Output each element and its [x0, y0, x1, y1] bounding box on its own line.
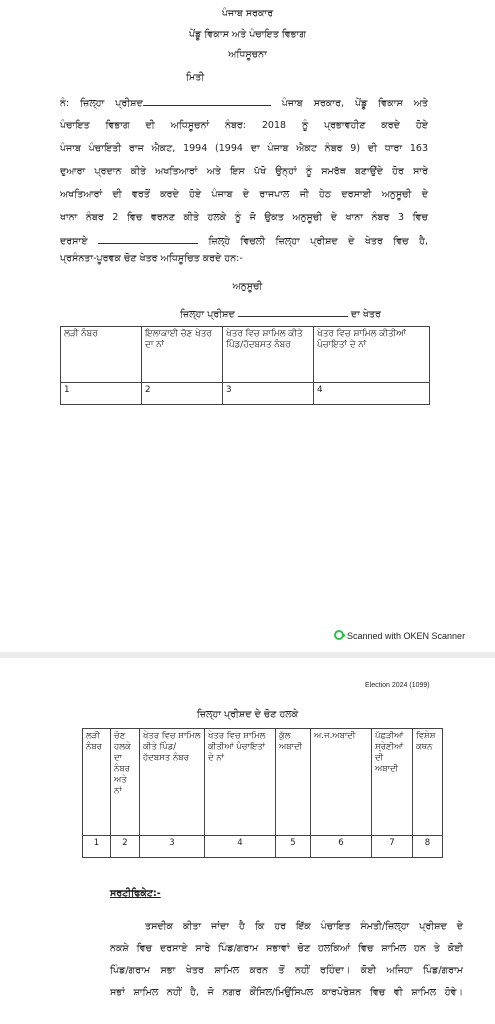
col-header: ਖੇਤਰ ਵਿਚ ਸ਼ਾਮਿਲ ਕੀਤੀਆਂ ਪੰਚਾਇਤਾਂ ਦੇ ਨਾਂ — [314, 327, 430, 383]
zp-blank — [238, 307, 348, 317]
para-text: ਦਰਸਾਏ — [60, 236, 88, 247]
col-header: ਪੱਛੜੀਆਂ ਸ਼੍ਰੇਣੀਆਂ ਦੀ ਅਬਾਦੀ — [372, 729, 413, 836]
scanner-logo-icon — [334, 630, 344, 640]
cert-line-4: ਸਭਾਂ ਸ਼ਾਮਿਲ ਨਹੀਂ ਹੈ, ਜੋ ਨਗਰ ਕੌਂਸਿਲ/ਮਿਉਂਸਿਪਲ ਕਾਰਪੋਰੇਸ਼ਨ ਵਿਚ ਵੀ ਸ਼ਾਮਿਲ ਹੋਵੇ। — [110, 987, 463, 998]
col-header: ਅ.ਜ.ਅਬਾਦੀ — [311, 729, 372, 836]
para-line-7 — [60, 234, 428, 248]
col-number: 2 — [142, 383, 223, 405]
date-label: ਮਿਤੀ — [186, 72, 205, 83]
schedule-title: ਅਨੁਸੂਚੀ — [232, 281, 263, 292]
col-header: ਵਿਸ਼ੇਸ਼ ਕਥਨ — [413, 729, 443, 836]
col-number: 1 — [83, 836, 111, 858]
schedule-table — [60, 326, 430, 405]
scanner-text: Scanned with OKEN Scanner — [347, 631, 466, 641]
scanner-watermark — [334, 630, 465, 641]
col-number: 4 — [314, 383, 430, 405]
col-header: ਇਲਾਕਾਈ ਚੋਣ ਖੇਤਰ ਦਾ ਨਾਂ — [142, 327, 223, 383]
para-line-6: ਖਾਨਾ ਨੰਬਰ 2 ਵਿਚ ਵਰਨਣ ਕੀਤੇ ਹਲਕੇ ਨੂੰ ਜੋ ਉਕਤ ਅਨੁਸੂਚੀ ਦੇ ਖਾਨਾ ਨੰਬਰ 3 ਵਿਚ — [60, 212, 428, 223]
cert-line-1: ਤਸਦੀਕ ਕੀਤਾ ਜਾਂਦਾ ਹੈ ਕਿ ਹਰ ਇੱਕ ਪੰਚਾਇਤ ਸੰਮਤੀ/ਜ਼ਿਲ੍ਹਾ ਪ੍ਰੀਸ਼ਦ ਦੇ — [145, 921, 463, 932]
col-header: ਲੜੀ ਨੰਬਰ — [83, 729, 111, 836]
para-line-8: ਪ੍ਰਸੰਨਤਾ-ਪੂਰਵਕ ਚੋਣ ਖੇਤਰ ਅਧਿਸੂਚਿਤ ਕਰਦੇ ਹਨ:- — [60, 253, 243, 264]
zp-label-suffix: ਦਾ ਖੇਤਰ — [350, 309, 381, 320]
col-header: ਖੇਤਰ ਵਿਚ ਸ਼ਾਮਿਲ ਕੀਤੀਆਂ ਪੰਚਾਇਤਾਂ ਦੇ ਨਾਂ — [205, 729, 276, 836]
cert-line-3: ਪਿੰਡ/ਗਰਾਮ ਸਭਾ ਖੇਤਰ ਸ਼ਾਮਿਲ ਕਰਨ ਤੋਂ ਨਹੀਂ ਰਹਿੰਦਾ। ਕੋਈ ਅਜਿਹਾ ਪਿੰਡ/ਗਰਾਮ — [110, 965, 463, 976]
col-number: 6 — [311, 836, 372, 858]
table-row — [83, 836, 443, 858]
certificate-title: ਸਰਟੀਫਿਕੇਟ:- — [110, 888, 161, 899]
col-number: 5 — [276, 836, 311, 858]
col-number: 2 — [111, 836, 140, 858]
para-text: ਪੰਜਾਬ ਸਰਕਾਰ, ਪੇਂਡੂ ਵਿਕਾਸ ਅਤੇ — [281, 98, 428, 109]
para-text: ਜ਼ਿਲ੍ਹੇ ਵਿਚਲੀ ਜ਼ਿਲ੍ਹਾ ਪ੍ਰੀਸ਼ਦ ਦੇ ਖੇਤਰ ਵਿਚ ਹੈ, — [208, 236, 428, 247]
col-number: 1 — [61, 383, 142, 405]
para-text: 2018 ਨੂੰ ਪ੍ਰਭਾਵਹੀਣ ਕਰਦੇ ਹੋਏ — [261, 120, 428, 131]
col-number: 3 — [223, 383, 314, 405]
govt-heading: ਪੰਜਾਬ ਸਰਕਾਰ — [221, 8, 274, 19]
notification-heading: ਅਧਿਸੂਚਨਾ — [228, 49, 267, 60]
col-header: ਲੜੀ ਨੰਬਰ — [61, 327, 142, 383]
district-blank — [98, 234, 198, 244]
para-text: ਪੰਚਾਇਤ ਵਿਭਾਗ ਦੀ ਅਧਿਸੂਚਨਾਂ ਨੰਬਰ: — [60, 120, 246, 131]
ref-no-blank — [143, 96, 271, 106]
scanned-page-2 — [0, 658, 495, 1024]
col-number: 3 — [140, 836, 205, 858]
dept-heading: ਪੇਂਡੂ ਵਿਕਾਸ ਅਤੇ ਪੰਚਾਇਤ ਵਿਭਾਗ — [189, 29, 306, 40]
election-tag: Election 2024 (1099) — [365, 682, 430, 689]
table-row — [61, 383, 430, 405]
zp-area-line — [180, 307, 381, 321]
cert-line-2: ਨਕਸ਼ੇ ਵਿਚ ਦਰਸਾਏ ਸਾਰੇ ਪਿੰਡ/ਗਰਾਮ ਸਭਾਵਾਂ ਚੋਣ ਹਲਕਿਆਂ ਵਿਚ ਸ਼ਾਮਿਲ ਹਨ ਤੇ ਕੋਈ — [110, 943, 463, 954]
col-number: 8 — [413, 836, 443, 858]
col-header: ਕੁੱਲ ਅਬਾਦੀ — [276, 729, 311, 836]
col-number: 7 — [372, 836, 413, 858]
col-header: ਖੇਤਰ ਵਿਚ ਸ਼ਾਮਿਲ ਕੀਤੇ ਪਿੰਡ/ਹੱਦਬਸਤ ਨੰਬਰ — [223, 327, 314, 383]
para-line-5: ਅਖਤਿਆਰਾਂ ਦੀ ਵਰਤੋਂ ਕਰਦੇ ਹੋਏ ਪੰਜਾਬ ਦੇ ਰਾਜਪਾਲ ਜੀ ਹੇਠ ਦਰਸਾਈ ਅਨੁਸੂਚੀ ਦੇ — [60, 189, 428, 200]
para-line-2 — [60, 119, 428, 132]
constituency-title: ਜ਼ਿਲ੍ਹਾ ਪ੍ਰੀਸ਼ਦ ਦੇ ਚੋਣ ਹਲਕੇ — [196, 709, 299, 720]
col-number: 4 — [205, 836, 276, 858]
zp-label: ਜ਼ਿਲ੍ਹਾ ਪ੍ਰੀਸ਼ਦ — [180, 309, 235, 320]
para-line-3: ਪੰਜਾਬ ਪੰਚਾਇਤੀ ਰਾਜ ਐਕਟ, 1994 (1994 ਦਾ ਪੰਜਾਬ ਐਕਟ ਨੰਬਰ 9) ਦੀ ਧਾਰਾ 163 — [60, 143, 428, 154]
ref-no-label: ਨੰ: ਜ਼ਿਲ੍ਹਾ ਪ੍ਰੀਸ਼ਦ — [60, 98, 143, 109]
table-header-row — [83, 729, 443, 836]
para-line-1 — [60, 96, 428, 110]
para-line-4: ਦੁਆਰਾ ਪ੍ਰਦਾਨ ਕੀਤੇ ਅਖਤਿਆਰਾਂ ਅਤੇ ਇਸ ਪੱਖੋ ਉਨ੍ਹਾਂ ਨੂੰ ਸਮਰੱਥ ਬਣਾਉਂਦੇ ਹੋਰ ਸਾਰੇ — [60, 166, 428, 177]
col-header: ਖੇਤਰ ਵਿਚ ਸ਼ਾਮਿਲ ਕੀਤੇ ਪਿੰਡ/ਹੱਦਬਸਤ ਨੰਬਰ — [140, 729, 205, 836]
col-header: ਚੋਣ ਹਲਕੇ ਦਾ ਨੰਬਰ ਅਤੇ ਨਾਂ — [111, 729, 140, 836]
table-header-row — [61, 327, 430, 383]
constituency-table — [82, 728, 443, 858]
